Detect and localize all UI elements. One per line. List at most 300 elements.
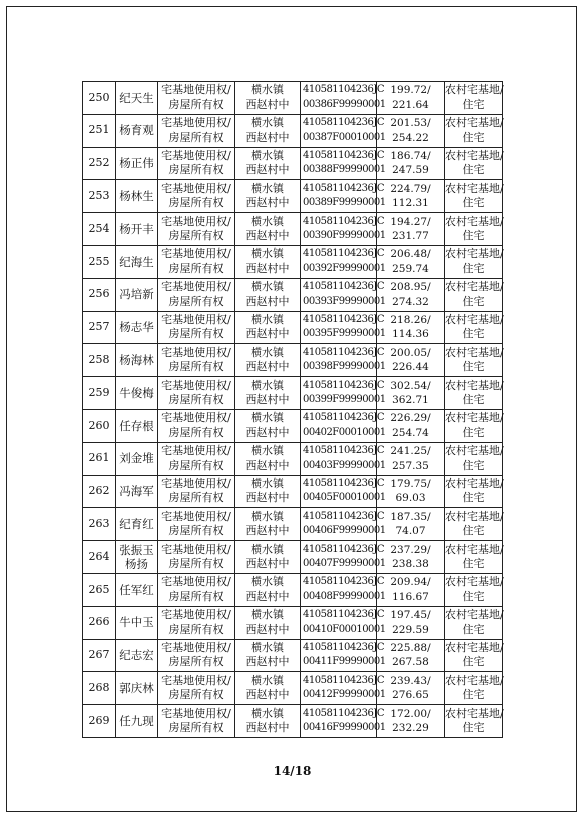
owner-name-cell — [116, 639, 158, 672]
location-cell-line: 横水镇 — [251, 509, 284, 523]
area-cell — [377, 82, 445, 115]
unit-code-cell-line: 00407F99990001 — [303, 558, 386, 570]
area-cell — [377, 147, 445, 180]
right-type-cell-line: 宅基地使用权/ — [161, 575, 231, 589]
right-type-cell-line: 宅基地使用权/ — [161, 83, 231, 97]
table-row — [83, 213, 503, 246]
owner-name-cell-line: 杨开丰 — [119, 221, 154, 236]
area-cell — [377, 213, 445, 246]
location-cell-line: 西赵村中 — [245, 163, 290, 177]
usage-cell — [445, 672, 503, 705]
location-cell — [235, 606, 301, 639]
unit-code-cell-line: 410581104236JC — [303, 215, 385, 227]
unit-code-cell-line: 00412F99990001 — [303, 689, 386, 701]
unit-code-cell-line: 00402F00010001 — [303, 426, 386, 438]
area-cell-line: 69.03 — [395, 492, 426, 505]
location-cell — [235, 639, 301, 672]
unit-code-cell-line: 00416F99990001 — [303, 722, 386, 734]
unit-code-cell — [301, 377, 386, 410]
area-cell — [377, 639, 445, 672]
unit-code-cell-line: 00408F99990001 — [303, 590, 386, 602]
usage-cell-line: 农村宅基地/ — [445, 214, 504, 228]
right-type-cell-line: 宅基地使用权/ — [161, 214, 231, 228]
usage-cell-line: 住宅 — [462, 294, 485, 308]
unit-code-cell — [301, 442, 386, 475]
right-type-cell-line: 宅基地使用权/ — [161, 640, 231, 654]
usage-cell-line: 住宅 — [462, 425, 485, 439]
right-type-cell — [158, 541, 235, 574]
usage-cell — [445, 606, 503, 639]
location-cell-line: 西赵村中 — [245, 97, 290, 111]
owner-name-cell — [116, 147, 158, 180]
owner-name-cell-line: 杨正伟 — [119, 156, 154, 171]
page-number: 14/18 — [273, 764, 312, 778]
unit-code-cell-line: 00406F99990001 — [303, 525, 386, 537]
location-cell-line: 西赵村中 — [245, 491, 290, 505]
owner-name-cell-line: 牛俊梅 — [119, 385, 154, 400]
table-row — [83, 180, 503, 213]
area-cell-line: 232.29 — [392, 722, 429, 735]
location-cell-line: 西赵村中 — [245, 458, 290, 472]
unit-code-cell-line: 410581104236JC — [303, 707, 385, 719]
area-cell-line: 116.67 — [392, 590, 429, 603]
area-cell-line: 226.29/ — [390, 412, 431, 425]
area-cell-line: 254.22 — [392, 131, 429, 144]
location-cell-line: 西赵村中 — [245, 524, 290, 538]
unit-code-cell-line: 410581104236JC — [303, 510, 385, 522]
location-cell — [235, 541, 301, 574]
location-cell-line: 西赵村中 — [245, 589, 290, 603]
unit-code-cell-line: 410581104236JC — [303, 641, 385, 653]
usage-cell-line: 住宅 — [462, 130, 485, 144]
owner-name-cell — [116, 508, 158, 541]
unit-code-cell — [301, 475, 386, 508]
usage-cell — [445, 377, 503, 410]
location-cell-line: 横水镇 — [251, 378, 284, 392]
unit-code-cell-line: 00387F00010001 — [303, 131, 386, 143]
table-row — [83, 606, 503, 639]
right-type-cell-line: 宅基地使用权/ — [161, 444, 231, 458]
table-row — [83, 278, 503, 311]
row-number-cell: 260 — [83, 409, 116, 442]
unit-code-cell — [301, 344, 386, 377]
usage-cell-line: 农村宅基地/ — [445, 181, 504, 195]
usage-cell-line: 住宅 — [462, 393, 485, 407]
owner-name-cell — [116, 409, 158, 442]
row-number-cell: 261 — [83, 442, 116, 475]
right-type-cell-line: 房屋所有权 — [168, 688, 224, 702]
owner-name-cell — [116, 377, 158, 410]
area-cell-line: 302.54/ — [390, 379, 431, 392]
row-number-cell: 267 — [83, 639, 116, 672]
location-cell-line: 西赵村中 — [245, 130, 290, 144]
right-type-cell — [158, 213, 235, 246]
unit-code-cell-line: 00393F99990001 — [303, 295, 386, 307]
area-cell-line: 208.95/ — [390, 281, 431, 294]
unit-code-cell — [301, 639, 386, 672]
row-number-cell: 251 — [83, 114, 116, 147]
area-cell-line: 206.48/ — [390, 248, 431, 261]
table-row — [83, 245, 503, 278]
area-cell-line: 209.94/ — [390, 576, 431, 589]
right-type-cell-line: 宅基地使用权/ — [161, 378, 231, 392]
location-cell-line: 横水镇 — [251, 575, 284, 589]
area-cell-line: 259.74 — [392, 262, 429, 275]
area-cell — [377, 377, 445, 410]
area-cell — [377, 245, 445, 278]
usage-cell-line: 住宅 — [462, 229, 485, 243]
usage-cell-line: 住宅 — [462, 622, 485, 636]
unit-code-cell — [301, 245, 386, 278]
location-cell — [235, 311, 301, 344]
area-cell-line: 194.27/ — [390, 215, 431, 228]
right-type-cell-line: 宅基地使用权/ — [161, 476, 231, 490]
location-cell-line: 横水镇 — [251, 181, 284, 195]
usage-cell-line: 住宅 — [462, 196, 485, 210]
right-type-cell — [158, 639, 235, 672]
owner-name-cell-line: 杨育观 — [119, 123, 154, 138]
usage-cell-line: 住宅 — [462, 557, 485, 571]
unit-code-cell-line: 00410F00010001 — [303, 623, 386, 635]
area-cell-line: 187.35/ — [390, 510, 431, 523]
unit-code-cell-line: 00389F99990001 — [303, 197, 386, 209]
unit-code-cell-line: 410581104236JC — [303, 281, 385, 293]
table-row — [83, 573, 503, 606]
area-cell-line: 247.59 — [392, 164, 429, 177]
right-type-cell — [158, 311, 235, 344]
right-type-cell-line: 房屋所有权 — [168, 589, 224, 603]
unit-code-cell — [301, 573, 386, 606]
table-row — [83, 508, 503, 541]
owner-name-cell-line: 任军红 — [119, 582, 154, 597]
owner-name-cell — [116, 606, 158, 639]
location-cell-line: 横水镇 — [251, 640, 284, 654]
area-cell-line: 229.59 — [392, 623, 429, 636]
owner-name-cell-line: 纪育红 — [119, 517, 154, 531]
right-type-cell — [158, 409, 235, 442]
table-row — [83, 311, 503, 344]
usage-cell — [445, 213, 503, 246]
area-cell-line: 239.43/ — [390, 674, 431, 687]
location-cell-line: 西赵村中 — [245, 622, 290, 636]
unit-code-cell-line: 410581104236JC — [303, 346, 385, 358]
location-cell-line: 西赵村中 — [245, 655, 290, 669]
right-type-cell-line: 房屋所有权 — [168, 294, 224, 308]
location-cell — [235, 147, 301, 180]
row-number-cell: 256 — [83, 278, 116, 311]
location-cell-line: 西赵村中 — [245, 557, 290, 571]
area-cell — [377, 344, 445, 377]
area-cell — [377, 180, 445, 213]
owner-name-cell-line: 杨林生 — [119, 189, 154, 204]
area-cell — [377, 114, 445, 147]
unit-code-cell — [301, 409, 386, 442]
usage-cell-line: 住宅 — [462, 655, 485, 669]
usage-cell-line: 农村宅基地/ — [445, 706, 504, 720]
area-cell-line: 199.72/ — [390, 84, 431, 97]
registry-table-body — [83, 82, 503, 738]
owner-name-cell — [116, 114, 158, 147]
row-number-cell: 257 — [83, 311, 116, 344]
usage-cell — [445, 344, 503, 377]
unit-code-cell-line: 00403F99990001 — [303, 459, 386, 471]
right-type-cell-line: 宅基地使用权/ — [161, 509, 231, 523]
unit-code-cell — [301, 213, 386, 246]
area-cell-line: 197.45/ — [390, 609, 431, 622]
unit-code-cell-line: 00392F99990001 — [303, 262, 386, 274]
unit-code-cell-line: 00395F99990001 — [303, 328, 386, 340]
usage-cell-line: 农村宅基地/ — [445, 542, 504, 556]
unit-code-cell-line: 410581104236JC — [303, 313, 385, 325]
right-type-cell — [158, 573, 235, 606]
owner-name-cell-line: 杨志华 — [119, 320, 154, 335]
table-row — [83, 705, 503, 738]
owner-name-cell-line: 郭庆林 — [119, 680, 154, 695]
owner-name-cell — [116, 278, 158, 311]
area-cell-line: 200.05/ — [390, 346, 431, 359]
owner-name-cell-line: 杨海林 — [119, 353, 154, 368]
unit-code-cell-line: 00388F99990001 — [303, 164, 386, 176]
area-cell — [377, 409, 445, 442]
usage-cell-line: 住宅 — [462, 491, 485, 505]
right-type-cell-line: 宅基地使用权/ — [161, 706, 231, 720]
right-type-cell — [158, 82, 235, 115]
location-cell-line: 西赵村中 — [245, 261, 290, 275]
row-number-cell: 262 — [83, 475, 116, 508]
area-cell-line: 274.32 — [392, 295, 429, 308]
unit-code-cell-line: 410581104236JC — [303, 379, 385, 391]
right-type-cell — [158, 672, 235, 705]
right-type-cell — [158, 377, 235, 410]
right-type-cell-line: 房屋所有权 — [168, 163, 224, 177]
usage-cell-line: 农村宅基地/ — [445, 83, 504, 97]
usage-cell-line: 农村宅基地/ — [445, 280, 504, 294]
owner-name-cell-line: 冯培新 — [119, 287, 154, 302]
owner-name-cell-line: 任九现 — [119, 713, 154, 728]
area-cell — [377, 606, 445, 639]
location-cell-line: 西赵村中 — [245, 393, 290, 407]
location-cell-line: 横水镇 — [251, 280, 284, 294]
unit-code-cell-line: 410581104236JC — [303, 248, 385, 260]
usage-cell-line: 农村宅基地/ — [445, 640, 504, 654]
location-cell — [235, 573, 301, 606]
area-cell-line: 112.31 — [392, 197, 429, 210]
location-cell — [235, 278, 301, 311]
usage-cell-line: 农村宅基地/ — [445, 247, 504, 261]
usage-cell — [445, 573, 503, 606]
right-type-cell — [158, 114, 235, 147]
row-number-cell: 250 — [83, 82, 116, 115]
location-cell-line: 横水镇 — [251, 706, 284, 720]
right-type-cell — [158, 508, 235, 541]
owner-name-cell-line: 杨扬 — [125, 557, 148, 572]
location-cell — [235, 475, 301, 508]
right-type-cell-line: 房屋所有权 — [168, 327, 224, 341]
table-row — [83, 82, 503, 115]
usage-cell-line: 住宅 — [462, 721, 485, 735]
unit-code-cell — [301, 147, 386, 180]
usage-cell — [445, 245, 503, 278]
row-number-cell: 259 — [83, 377, 116, 410]
right-type-cell-line: 房屋所有权 — [168, 360, 224, 374]
right-type-cell — [158, 180, 235, 213]
unit-code-cell-line: 410581104236JC — [303, 477, 385, 489]
right-type-cell — [158, 705, 235, 738]
area-cell-line: 254.74 — [392, 426, 429, 439]
unit-code-cell — [301, 278, 386, 311]
owner-name-cell — [116, 475, 158, 508]
table-row — [83, 344, 503, 377]
right-type-cell-line: 房屋所有权 — [168, 196, 224, 210]
unit-code-cell-line: 00390F99990001 — [303, 230, 386, 242]
right-type-cell — [158, 442, 235, 475]
table-row — [83, 377, 503, 410]
area-cell-line: 362.71 — [392, 394, 429, 407]
usage-cell-line: 农村宅基地/ — [445, 345, 504, 359]
owner-name-cell-line: 纪天生 — [119, 90, 154, 105]
usage-cell-line: 住宅 — [462, 458, 485, 472]
right-type-cell-line: 宅基地使用权/ — [161, 280, 231, 294]
unit-code-cell-line: 00398F99990001 — [303, 361, 386, 373]
location-cell-line: 西赵村中 — [245, 196, 290, 210]
row-number-cell: 265 — [83, 573, 116, 606]
row-number-cell: 266 — [83, 606, 116, 639]
area-cell-line: 241.25/ — [390, 445, 431, 458]
right-type-cell-line: 房屋所有权 — [168, 229, 224, 243]
owner-name-cell — [116, 82, 158, 115]
location-cell-line: 横水镇 — [251, 148, 284, 162]
location-cell-line: 西赵村中 — [245, 360, 290, 374]
usage-cell — [445, 508, 503, 541]
right-type-cell — [158, 147, 235, 180]
usage-cell — [445, 180, 503, 213]
area-cell-line: 231.77 — [392, 230, 429, 243]
area-cell-line: 74.07 — [395, 525, 426, 538]
usage-cell-line: 住宅 — [462, 261, 485, 275]
usage-cell-line: 农村宅基地/ — [445, 312, 504, 326]
unit-code-cell-line: 410581104236JC — [303, 149, 385, 161]
table-row — [83, 442, 503, 475]
usage-cell — [445, 705, 503, 738]
row-number-cell: 252 — [83, 147, 116, 180]
right-type-cell — [158, 344, 235, 377]
location-cell — [235, 245, 301, 278]
usage-cell — [445, 541, 503, 574]
owner-name-cell — [116, 311, 158, 344]
right-type-cell-line: 房屋所有权 — [168, 458, 224, 472]
location-cell-line: 横水镇 — [251, 673, 284, 687]
area-cell-line: 179.75/ — [390, 477, 431, 490]
usage-cell-line: 农村宅基地/ — [445, 608, 504, 622]
area-cell — [377, 705, 445, 738]
location-cell — [235, 377, 301, 410]
unit-code-cell-line: 410581104236JC — [303, 576, 385, 588]
unit-code-cell-line: 00386F99990001 — [303, 98, 386, 110]
unit-code-cell-line: 410581104236JC — [303, 84, 385, 96]
area-cell-line: 257.35 — [392, 459, 429, 472]
owner-name-cell-line: 纪志宏 — [119, 648, 154, 663]
table-row — [83, 475, 503, 508]
location-cell-line: 横水镇 — [251, 312, 284, 326]
location-cell-line: 横水镇 — [251, 444, 284, 458]
owner-name-cell — [116, 180, 158, 213]
area-cell-line: 221.64 — [392, 98, 429, 111]
right-type-cell-line: 房屋所有权 — [168, 425, 224, 439]
area-cell-line: 218.26/ — [390, 313, 431, 326]
area-cell-line: 224.79/ — [390, 182, 431, 195]
owner-name-cell — [116, 672, 158, 705]
owner-name-cell-line: 刘金堆 — [119, 451, 154, 466]
area-cell — [377, 573, 445, 606]
area-cell-line: 201.53/ — [390, 117, 431, 130]
usage-cell-line: 住宅 — [462, 589, 485, 603]
right-type-cell-line: 房屋所有权 — [168, 524, 224, 538]
area-cell — [377, 278, 445, 311]
unit-code-cell-line: 410581104236JC — [303, 412, 385, 424]
location-cell-line: 横水镇 — [251, 608, 284, 622]
location-cell — [235, 344, 301, 377]
owner-name-cell-line: 牛中玉 — [119, 615, 154, 630]
usage-cell-line: 住宅 — [462, 97, 485, 111]
owner-name-cell-line: 张振玉 — [119, 542, 154, 557]
right-type-cell-line: 房屋所有权 — [168, 557, 224, 571]
row-number-cell: 254 — [83, 213, 116, 246]
area-cell — [377, 311, 445, 344]
usage-cell-line: 农村宅基地/ — [445, 148, 504, 162]
owner-name-cell — [116, 705, 158, 738]
area-cell — [377, 541, 445, 574]
unit-code-cell-line: 410581104236JC — [303, 609, 385, 621]
area-cell-line: 237.29/ — [390, 543, 431, 556]
usage-cell-line: 住宅 — [462, 688, 485, 702]
area-cell-line: 276.65 — [392, 689, 429, 702]
usage-cell-line: 农村宅基地/ — [445, 116, 504, 130]
area-cell-line: 114.36 — [392, 328, 429, 341]
location-cell-line: 横水镇 — [251, 214, 284, 228]
property-registry-table — [82, 81, 503, 738]
unit-code-cell-line: 410581104236JC — [303, 182, 385, 194]
right-type-cell-line: 房屋所有权 — [168, 491, 224, 505]
right-type-cell-line: 宅基地使用权/ — [161, 608, 231, 622]
location-cell-line: 横水镇 — [251, 542, 284, 556]
table-row — [83, 147, 503, 180]
right-type-cell — [158, 278, 235, 311]
area-cell-line: 238.38 — [392, 558, 429, 571]
right-type-cell-line: 房屋所有权 — [168, 97, 224, 111]
right-type-cell-line: 房屋所有权 — [168, 721, 224, 735]
right-type-cell-line: 房屋所有权 — [168, 655, 224, 669]
owner-name-cell-line: 纪海生 — [119, 254, 154, 269]
usage-cell — [445, 409, 503, 442]
right-type-cell-line: 房屋所有权 — [168, 130, 224, 144]
location-cell-line: 西赵村中 — [245, 688, 290, 702]
usage-cell — [445, 278, 503, 311]
usage-cell-line: 农村宅基地/ — [445, 509, 504, 523]
unit-code-cell-line: 410581104236JC — [303, 445, 385, 457]
area-cell-line: 267.58 — [392, 656, 429, 669]
location-cell-line: 横水镇 — [251, 345, 284, 359]
right-type-cell-line: 房屋所有权 — [168, 393, 224, 407]
right-type-cell-line: 宅基地使用权/ — [161, 148, 231, 162]
owner-name-cell — [116, 573, 158, 606]
usage-cell-line: 住宅 — [462, 524, 485, 538]
usage-cell-line: 住宅 — [462, 327, 485, 341]
usage-cell — [445, 311, 503, 344]
right-type-cell-line: 宅基地使用权/ — [161, 411, 231, 425]
location-cell-line: 横水镇 — [251, 247, 284, 261]
usage-cell-line: 农村宅基地/ — [445, 411, 504, 425]
unit-code-cell — [301, 672, 386, 705]
